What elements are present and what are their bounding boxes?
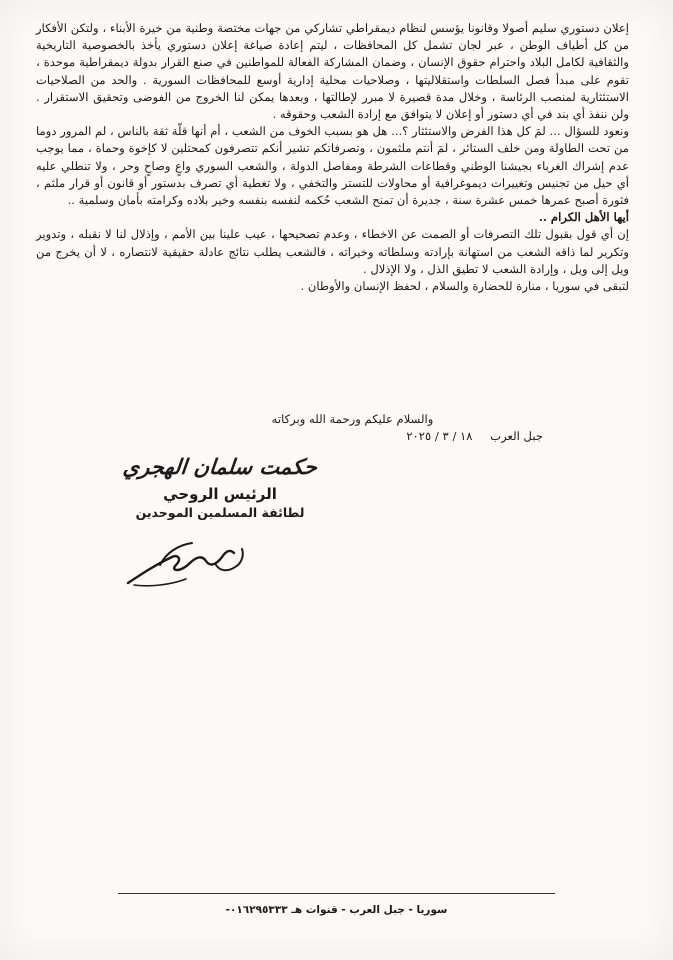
seal-organization: لطائفة المسلمين الموحدين <box>135 505 305 520</box>
handwritten-signature-icon <box>120 535 250 590</box>
paragraph-question: ونعود للسؤال ... لمَ كل هذا الفرض والاستئثار ؟... هل هو بسبب الخوف من الشعب ، أم أنها قلّة ثقة بالناس ، لم المرور دوما من تحت الطاولة ومن خلف الستائر ، لمَ أنتم ملثمون ، وتصرفاتكم تشير أنكم تتصرفون كمحتلين لا كإخوة وحماة ، مما يوجب عدم إشراك الغرباء بجيشنا الوطني وقطاعات الشرطة ومفاصل الدولة ، والشعب السوري واعٍ وصاحٍ وحر ، ولا تنطلي عليه أي حيل من تجنيس وتغييرات ديموغرافية أو محاولات للتستر والتخفي ، ولا تغطية أي تصرف بدستور أو قانون أو قرار ملثم ، فثورة أصبح عمرها خمس عشرة سنة ، جديرة أن تمنح الشعب حُكمه لنفسه بنفسه وخير بلاده وكرامته بأمان وسلمية .. <box>36 124 629 208</box>
place: جبل العرب <box>490 429 543 443</box>
signature-seal <box>100 450 340 522</box>
seal-role: الرئيس الروحي <box>163 485 277 503</box>
paragraph-rejection: إن أي قول بقبول تلك التصرفات أو الصمت عن الاخطاء ، وعدم تصحيحها ، عيب علينا بين الأمم ، وإذلال لنا لا نقبله ، وتدوير وتكرير لما ذاقه الشعب من استهانة بإرادته وسلطاته وخيراته ، فالشعب يطلب نتائج عادلة حقيقية لانتصاره ، لا أن يخرج من ويل إلى ويل ، وإرادة الشعب لا تطيق الذل ، ولا الإذلال . <box>36 227 629 276</box>
footer-address: سوريا - جبل العرب - قنوات هـ ٠١٦٢٩٥٣٣٣- <box>225 904 448 916</box>
letter-body <box>36 20 629 295</box>
place-date-line <box>406 428 543 445</box>
paragraph-hope: لتبقى في سوريا ، منارة للحضارة والسلام ، لحفظ الإنسان والأوطان . <box>300 279 629 294</box>
date: ١٨ / ٣ / ٢٠٢٥ <box>406 429 473 443</box>
paragraph-constitution: إعلان دستوري سليم أصولا وقانونا يؤسس لنظام ديمقراطي تشاركي من جهات مختصة وطنية من خيرة الأبناء ، ولتكن الأفكار من كل أطياف الوطن ، عبر لجان تشمل كل المحافظات ، ليتم إعادة صياغة إعلان دستوري يأخذ بالخصوصية التاريخية والثقافية لكامل البلاد واحترام حقوق الإنسان ، وضمان المشاركة الفعالة للمواطنين في صنع القرار بدولة ديمقراطية موحدة ، تقوم على مبدأ فصل السلطات واستقلاليتها ، وصلاحيات محلية إدارية أوسع للمحافظات السورية . والحد من الصلاحيات الاستئثارية لمنصب الرئاسة ، وخلال مدة قصيرة لا مبرر لإطالتها ، وبعدها يمكن لنا الخروج من الفوضى وتحقيق الاستقرار . ولن ننفذ أي بند في أي دستور أو إعلان لا يتوافق مع إرادة الشعب وحقوقه . <box>36 21 629 122</box>
closing-greeting: والسلام عليكم ورحمة الله وبركاته <box>271 412 434 426</box>
seal-name: حكمت سلمان الهجري <box>121 454 319 479</box>
footer-divider <box>118 893 555 894</box>
closing-line <box>36 411 629 428</box>
address-heading: أيها الأهل الكرام .. <box>538 210 629 225</box>
